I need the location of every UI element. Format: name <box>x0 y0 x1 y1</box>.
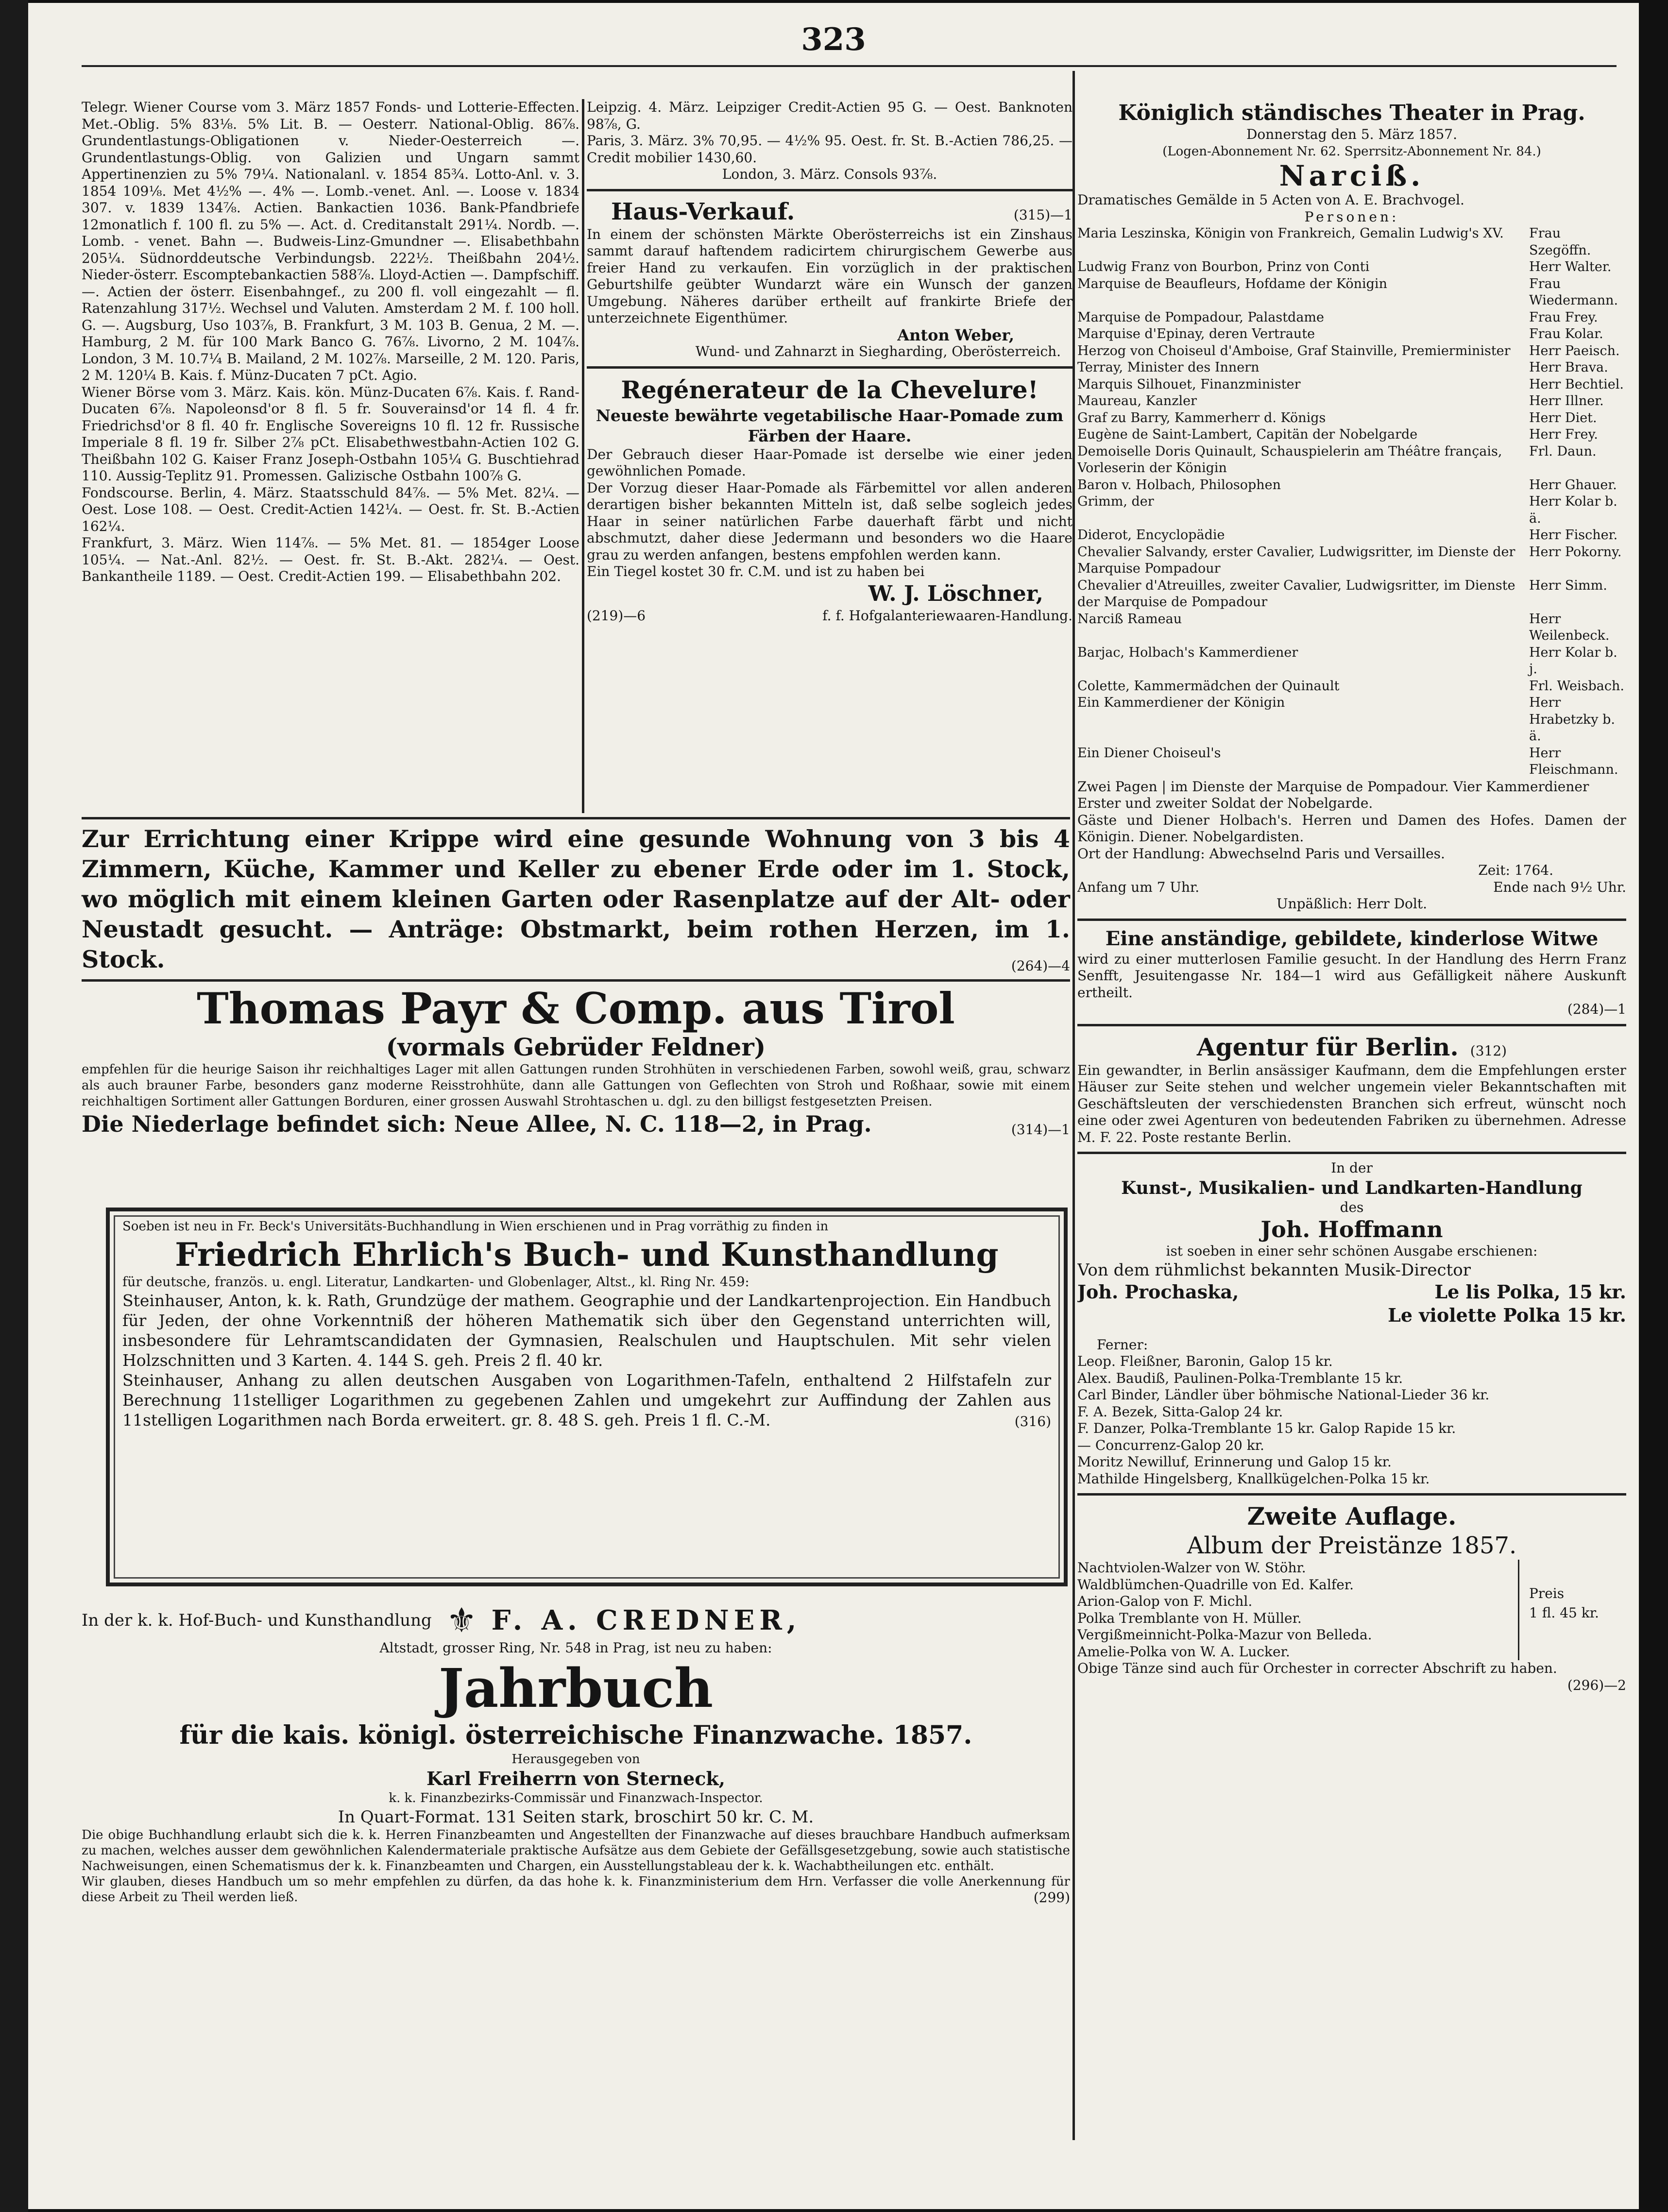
cast-actor: Herr Pokorny. <box>1529 544 1622 560</box>
cast-actor: Herr Ghauer. <box>1529 477 1617 493</box>
credner-editor: Karl Freiherrn von Sterneck, <box>426 1768 725 1789</box>
regen-ref: (219)—6 <box>587 607 646 624</box>
hoffmann-ref: (296)—2 <box>1567 1677 1626 1693</box>
cast-actor: Frau Kolar. <box>1529 326 1603 341</box>
hoffmann-inder: In der <box>1331 1160 1373 1176</box>
theater-anfang: Anfang um 7 Uhr. <box>1077 879 1200 895</box>
hoffmann-ferner: Ferner: <box>1097 1336 1148 1353</box>
dance-item: Vergißmeinnicht-Polka-Mazur von Belleda. <box>1077 1627 1372 1643</box>
cast-role: Marquise d'Epinay, deren Vertraute <box>1077 326 1315 341</box>
scan-edge <box>0 0 28 2212</box>
theater-extra-1: Zwei Pagen | im Dienste der Marquise de Pompadour. Vier Kammerdiener <box>1077 778 1589 795</box>
cast-list <box>1077 225 1626 779</box>
credner-role: k. k. Finanzbezirks-Commissär und Finanzwach-Inspector. <box>389 1791 763 1805</box>
hoffmann-item: Carl Binder, Ländler über böhmische National-Lieder 36 kr. <box>1077 1387 1490 1403</box>
krippe-text: Zur Errichtung einer Krippe wird eine gesunde Wohnung von 3 bis 4 Zimmern, Küche, Kammer und Keller zu ebener Erde oder im 1. Stock, wo möglich mit einem kleinen Garten oder Rasenplatze auf der Alt- oder Neustadt gesucht. — Anträge: Obstmarkt, beim rothen Herzen, im 1. Stock. <box>82 825 1070 973</box>
payr-niederlage: Die Niederlage befindet sich: Neue Allee, N. C. 118—2, in Prag. <box>82 1111 872 1137</box>
column-rule-1 <box>582 99 584 813</box>
hoffmann-von: Von dem rühmlichst bekannten Musik-Director <box>1077 1260 1471 1280</box>
haus-text: In einem der schönsten Märkte Oberösterreichs ist ein Zinshaus sammt darauf haftendem radicirtem chirurgischem Gewerbe aus freier Hand zu verkaufen. Ein vorzüglich in der praktischen Geburtshilfe geübter Wundarzt wäre ein Wunsch der ganzen Umgebung. Näheres darüber ertheilt auf frankirte Briefe der unterzeichnete Eigenthümer. <box>587 226 1072 326</box>
cast-role: Maria Leszinska, Königin von Frankreich, Gemalin Ludwig's XV. <box>1077 226 1504 241</box>
dance-item: Arion-Galop von F. Michl. <box>1077 1593 1253 1609</box>
credner-format: In Quart-Format. 131 Seiten stark, broschirt 50 kr. C. M. <box>338 1807 814 1827</box>
leipzig-courses: Leipzig. 4. März. Leipziger Credit-Actien 95 G. — Oest. Banknoten 98⅞, G. <box>587 99 1072 132</box>
theater-date: Donnerstag den 5. März 1857. <box>1246 126 1458 142</box>
cast-row <box>1077 326 1626 343</box>
ehrlich-subtitle: für deutsche, französ. u. engl. Literatur, Landkarten- und Globenlager, Altst., kl. Ring Nr. 459: <box>122 1274 749 1290</box>
regen-price: Ein Tiegel kostet 30 fr. C.M. und ist zu haben bei <box>587 563 925 579</box>
credner-intro: In der k. k. Hof-Buch- und Kunsthandlung <box>82 1611 432 1630</box>
haus-title: Haus-Verkauf. <box>611 198 795 225</box>
cast-row <box>1077 376 1626 393</box>
payr-ad <box>82 984 1070 1139</box>
column-right <box>1077 100 1626 2160</box>
credner-ad <box>82 1601 1070 1906</box>
krippe-ref: (264)—4 <box>1011 958 1070 974</box>
agentur-ref: (312) <box>1470 1042 1507 1059</box>
cast-actor: Herr Hrabetzky b. ä. <box>1529 695 1615 744</box>
cast-row <box>1077 578 1626 611</box>
credner-text: Die obige Buchhandlung erlaubt sich die k. k. Herren Finanzbeamten und Angestellten der Finanzwache auf dieses brauchbare Handbuch aufmerksam zu machen, welches ausser dem gewöhnlichen Kalendermateriale praktische Aufsätze aus dem Gebiete der Gefällsgesetzgebung, sowie auch statistische Nachweisungen, einen Schematismus der k. k. Finanzbeamten und Chargen, ein Ausstellungstableau der k. k. Wachabtheilungen etc. enthält. <box>82 1827 1070 1873</box>
ehrlich-ref: (316) <box>1014 1413 1051 1429</box>
haus-signature: Wund- und Zahnarzt in Siegharding, Oberösterreich. <box>695 343 1061 359</box>
cast-role: Baron v. Holbach, Philosophen <box>1077 477 1281 493</box>
regen-subtitle: Neueste bewährte vegetabilische Haar-Pomade zum Färben der Haare. <box>596 406 1064 445</box>
cast-row <box>1077 410 1626 427</box>
cast-actor: Herr Fischer. <box>1529 527 1618 543</box>
cast-role: Terray, Minister des Innern <box>1077 360 1260 375</box>
cast-actor: Frau Frey. <box>1529 309 1598 325</box>
cast-actor: Herr Frey. <box>1529 427 1598 442</box>
cast-role: Chevalier Salvandy, erster Cavalier, Ludwigsritter, im Dienste der Marquise Pompadour <box>1077 544 1515 576</box>
hoffmann-erschienen: ist soeben in einer sehr schönen Ausgabe erschienen: <box>1166 1243 1538 1259</box>
cast-role: Eugène de Saint-Lambert, Capitän der Nobelgarde <box>1077 427 1418 442</box>
credner-address: Altstadt, grosser Ring, Nr. 548 in Prag, ist neu zu haben: <box>379 1640 772 1656</box>
credner-hg: Herausgegeben von <box>511 1752 640 1767</box>
dance-list <box>1077 1560 1518 1660</box>
payr-ref: (314)—1 <box>1011 1122 1070 1138</box>
cast-row <box>1077 443 1626 477</box>
london-courses: London, 3. März. Consols 93⅞. <box>722 166 937 182</box>
cast-row <box>1077 259 1626 276</box>
ehrlich-ad-box <box>106 1208 1068 1586</box>
ehrlich-title: Friedrich Ehrlich's Buch- und Kunsthandlung <box>175 1235 999 1274</box>
cast-row <box>1077 343 1626 360</box>
cast-row <box>1077 645 1626 678</box>
cast-role: Marquis Silhouet, Finanzminister <box>1077 376 1301 392</box>
cast-row <box>1077 544 1626 578</box>
hoffmann-item: F. Danzer, Polka-Tremblante 15 kr. Galop Rapide 15 kr. <box>1077 1420 1456 1436</box>
vienna-boerse: Wiener Börse vom 3. März. Kais. kön. Münz-Ducaten 6⅞. Kais. f. Rand-Ducaten 6⅞. Napoleonsd'or 8 fl. 5 fr. Souverainsd'or 14 fl. 4 fr. Friedrichsd'or 8 fl. 40 fr. Englische Sovereigns 10 fl. 12 fr. Russische Imperiale 8 fl. 19 fr. Silber 2⅞ pCt. Elisabethwestbahn-Actien 102 G. Theißbahn 102 G. Kaiser Franz Joseph-Ostbahn 105¼ G. Buschtiehrad 110. Aussig-Teplitz 91. Promessen. Galizische Ostbahn 100⅞ G. <box>82 384 579 484</box>
paris-courses: Paris, 3. März. 3% 70,95. — 4½% 95. Oest. fr. St. B.-Actien 786,25. — Credit mobilier 1430,60. <box>587 133 1072 166</box>
regen-use: Der Gebrauch dieser Haar-Pomade ist derselbe wie einer jeden gewöhnlichen Pomade. <box>587 446 1072 479</box>
hoffmann-item: Mathilde Hingelsberg, Knallkügelchen-Polka 15 kr. <box>1077 1470 1430 1487</box>
cast-actor: Herr Weilenbeck. <box>1529 611 1610 643</box>
separator <box>1077 919 1626 921</box>
cast-role: Ein Kammerdiener der Königin <box>1077 695 1285 710</box>
cast-role: Marquise de Pompadour, Palastdame <box>1077 309 1325 325</box>
frankfurt-courses: Frankfurt, 3. März. Wien 114⅞. — 5% Met. 81. — 1854ger Loose 105¼. — Nat.-Anl. 82½. — Oest. fr. St. B.-Akt. 282¼. — Oest. Bankantheile 1189. — Oest. Credit-Actien 199. — Elisabethbahn 202. <box>82 535 579 584</box>
separator <box>1077 1493 1626 1496</box>
dance-item: Waldblümchen-Quadrille von Ed. Kalfer. <box>1077 1576 1354 1593</box>
cast-row <box>1077 426 1626 443</box>
cast-role: Ein Diener Choiseul's <box>1077 745 1221 761</box>
cast-role: Ludwig Franz von Bourbon, Prinz von Conti <box>1077 259 1370 274</box>
cast-role: Chevalier d'Atreuilles, zweiter Cavalier, Ludwigsritter, im Dienste der Marquise de Pompadour <box>1077 578 1515 610</box>
ehrlich-book-2: Steinhauser, Anhang zu allen deutschen Ausgaben von Logarithmen-Tafeln, enthaltend 2 Hilfstafeln zur Berechnung 11stelliger Logarithmen zu gegebenen Zahlen und umgekehrt zur Auffindung der Zahlen aus 11stelligen Logarithmen nach Borda erweitert. gr. 8. 48 S. geh. Preis 1 fl. C.-M. <box>122 1371 1051 1429</box>
section-rule <box>82 817 1070 819</box>
cast-row <box>1077 276 1626 309</box>
cast-actor: Herr Simm. <box>1529 578 1607 593</box>
fonds-courses: Fondscourse. Berlin, 4. März. Staatsschuld 84⅞. — 5% Met. 82¼. — Oest. Lose 108. — Oest. Credit-Actien 142¼. — Oest. fr. St. B.-Actien 162¼. <box>82 484 579 534</box>
eagle-crest-icon: ⚜ <box>446 1600 477 1640</box>
credner-name: F. A. CREDNER, <box>491 1604 801 1636</box>
dance-item: Polka Tremblante von H. Müller. <box>1077 1610 1302 1626</box>
theater-unpass: Unpäßlich: Herr Dolt. <box>1277 896 1427 912</box>
cast-actor: Herr Kolar b. j. <box>1529 645 1617 677</box>
witwe-text: wird zu einer mutterlosen Familie gesucht. In der Handlung des Herrn Franz Senfft, Jesuitengasse Nr. 184—1 wird aus Gefälligkeit nähere Auskunft ertheilt. <box>1077 951 1626 1001</box>
cast-role: Narciß Rameau <box>1077 611 1182 627</box>
cast-row <box>1077 309 1626 326</box>
haus-ref: (315)—1 <box>1013 206 1072 223</box>
cast-actor: Herr Bechtiel. <box>1529 376 1624 392</box>
cast-actor: Frl. Weisbach. <box>1529 678 1624 694</box>
theater-ort: Ort der Handlung: Abwechselnd Paris und Versailles. <box>1077 845 1445 862</box>
haus-name: Anton Weber, <box>897 325 1014 344</box>
cast-row <box>1077 695 1626 745</box>
cast-row <box>1077 359 1626 376</box>
cast-row <box>1077 611 1626 645</box>
theater-ende: Ende nach 9½ Uhr. <box>1493 879 1626 895</box>
hoffmann-album: Album der Preistänze 1857. <box>1187 1532 1517 1559</box>
regen-seller: W. J. Löschner, <box>868 581 1043 606</box>
credner-title: Jahrbuch <box>438 1656 714 1719</box>
hoffmann-items <box>1077 1353 1626 1487</box>
vienna-courses: Telegr. Wiener Course vom 3. März 1857 Fonds- und Lotterie-Effecten. Met.-Oblig. 5% 83⅛. 5% Lit. B. — Oesterr. National-Oblig. 86⅞. Grundentlastungs-Obligationen v. Nieder-Oesterreich —. Grundentlastungs-Oblig. von Galizien und Ungarn sammt Appertinenzien zu 5% 79¼. Nationalanl. v. 1854 85¾. Lotto-Anl. v. 3. 1854 109⅛. Met 4½% —. 4% —. Lomb.-venet. Anl. —. Loose v. 1834 307. v. 1839 134⅞. Actien. Bankactien 1036. Bank-Pfandbriefe 12monatlich f. 100 fl. zu 5% —. Act. d. Creditanstalt 291¼. Nordb. —. Lomb. - venet. Bahn —. Budweis-Linz-Gmundner —. Elisabethbahn 205¼. Südnorddeutsche Verbindungsb. 222½. Theißbahn 204½. Nieder-österr. Escomptebankactien 588⅞. Lloyd-Actien —. Dampfschiff. —. Actien der österr. Eisenbahngef., zu 200 fl. voll eingezahlt — fl. Ratenzahlung 317½. Wechsel und Valuten. Amsterdam 2 M. f. 100 holl. G. —. Augsburg, Uso 103⅞, B. Frankfurt, 3 M. 103 B. Genua, 2 M. —. Hamburg, 2 M. für 100 Mark Banco G. 76⅞. Livorno, 2 M. 104⅞. London, 3 M. 10.7¼ B. Mailand, 2 M. 102⅞. Marseille, 2 M. 120. Paris, 2 M. 120¼ B. Kais. f. Münz-Ducaten 7 pCt. Agio. <box>82 99 579 383</box>
dance-item: Amelie-Polka von W. A. Lucker. <box>1077 1643 1290 1660</box>
cast-row <box>1077 393 1626 410</box>
credner-ref: (299) <box>1033 1889 1070 1906</box>
hoffmann-item: Moritz Newilluf, Erinnerung und Galop 15 kr. <box>1077 1454 1392 1470</box>
separator <box>587 189 1072 191</box>
cast-actor: Herr Brava. <box>1529 360 1608 375</box>
cast-actor: Herr Fleischmann. <box>1529 745 1618 777</box>
regen-advantage: Der Vorzug dieser Haar-Pomade als Färbemittel vor allen anderen derartigen bisher bekannten Mitteln ist, daß selbe sogleich jedes Haar in seiner natürlichen Farbe dauerhaft färbt und nicht abschmutzt, daher diese Jedermann und besonders wo die Haare grau zu werden anfangen, bestens empfohlen werden kann. <box>587 479 1072 563</box>
cast-row <box>1077 477 1626 494</box>
agentur-title: Agentur für Berlin. <box>1196 1032 1459 1061</box>
hoffmann-auflage: Zweite Auflage. <box>1247 1502 1457 1531</box>
cast-role: Barjac, Holbach's Kammerdiener <box>1077 645 1298 660</box>
cast-role: Demoiselle Doris Quinault, Schauspielerin am Théâtre français, Vorleserin der Königin <box>1077 443 1502 476</box>
cast-actor: Frau Szegöffn. <box>1529 226 1591 258</box>
dance-item: Nachtviolen-Walzer von W. Stöhr. <box>1077 1560 1306 1576</box>
krippe-ad <box>82 824 1070 975</box>
cast-actor: Herr Walter. <box>1529 259 1612 274</box>
cast-role: Colette, Kammermädchen der Quinault <box>1077 678 1340 694</box>
regen-signature: f. f. Hofgalanteriewaaren-Handlung. <box>822 607 1072 624</box>
cast-role: Grimm, der <box>1077 494 1154 509</box>
credner-subtitle: für die kais. königl. österreichische Finanzwache. 1857. <box>179 1720 972 1750</box>
top-rule <box>82 65 1617 67</box>
page-number: 323 <box>801 21 866 58</box>
column-ads <box>587 99 1072 813</box>
hoffmann-obige: Obige Tänze sind auch für Orchester in correcter Abschrift zu haben. <box>1077 1660 1557 1676</box>
column-courses <box>82 99 579 813</box>
witwe-ref: (284)—1 <box>1567 1001 1626 1017</box>
cast-row <box>1077 678 1626 695</box>
cast-actor: Herr Diet. <box>1529 410 1597 425</box>
theater-title: Königlich ständisches Theater in Prag. <box>1118 101 1585 125</box>
cast-role: Herzog von Choiseul d'Amboise, Graf Stainville, Premierminister <box>1077 343 1511 358</box>
hoffmann-des: des <box>1340 1199 1364 1215</box>
ehrlich-book-1: Steinhauser, Anton, k. k. Rath, Grundzüge der mathem. Geographie und der Landkartenprojection. Ein Handbuch für Jeden, der ohne Vorkenntniß der höheren Mathematik sich über den Gegenstand unterrichten will, insbesondere für Lehramtscandidaten der Gymnasien, Realschulen und Hauptschulen. Mit sehr vielen Holzschnitten und 3 Karten. 4. 144 S. geh. Preis 2 fl. 40 kr. <box>122 1291 1051 1370</box>
witwe-title: Eine anständige, gebildete, kinderlose Witwe <box>1105 927 1599 950</box>
hoffmann-composer: Joh. Prochaska, <box>1077 1280 1239 1303</box>
cast-role: Diderot, Encyclopädie <box>1077 527 1225 543</box>
ehrlich-intro: Soeben ist neu in Fr. Beck's Universitäts-Buchhandlung in Wien erschienen und in Prag vorräthig zu finden in <box>122 1219 829 1234</box>
agentur-text: Ein gewandter, in Berlin ansässiger Kaufmann, dem die Empfehlungen erster Häuser zur Seite stehen und welcher ungemein vieler Bekanntschaften mit Geschäftsleuten der verschiedensten Branchen sich erfreut, wünscht noch eine oder zwei Agenturen von bedeutenden Fabriken zu übernehmen. Adresse M. F. 22. Poste restante Berlin. <box>1077 1062 1626 1145</box>
theater-extra-2: Erster und zweiter Soldat der Nobelgarde. <box>1077 795 1373 811</box>
separator <box>1077 1152 1626 1154</box>
theater-genre: Dramatisches Gemälde in 5 Acten von A. E. Brachvogel. <box>1077 192 1464 208</box>
cast-row <box>1077 527 1626 544</box>
cast-actor: Herr Kolar b. ä. <box>1529 494 1617 526</box>
cast-row <box>1077 493 1626 527</box>
cast-role: Graf zu Barry, Kammerherr d. Königs <box>1077 410 1326 425</box>
hoffmann-name: Joh. Hoffmann <box>1260 1216 1443 1242</box>
cast-actor: Herr Illner. <box>1529 393 1604 408</box>
hoffmann-item: — Concurrenz-Galop 20 kr. <box>1077 1437 1264 1453</box>
hoffmann-item: F. A. Bezek, Sitta-Galop 24 kr. <box>1077 1403 1283 1420</box>
payr-title: Thomas Payr & Comp. aus Tirol <box>197 983 955 1034</box>
payr-text: empfehlen für die heurige Saison ihr reichhaltiges Lager mit allen Gattungen runden Strohhüten in verschiedenen Farben, sowohl weiß, grau, schwarz als auch brauner Farbe, besonders ganz moderne Reisstrohhüte, dann alle Gattungen von Geflechten von Stroh und Roßhaar, sowie mit einem reichhaltigen Sortiment aller Gattungen Borduren, einer grossen Auswahl Strohtaschen u. dgl. zu den billigst festgesetzten Preisen. <box>82 1062 1070 1109</box>
cast-role: Marquise de Beaufleurs, Hofdame der Königin <box>1077 276 1387 291</box>
theater-abonnement: (Logen-Abonnement Nr. 62. Sperrsitz-Abonnement Nr. 84.) <box>1162 144 1541 159</box>
cast-actor: Frl. Daun. <box>1529 443 1597 459</box>
regen-title: Regénerateur de la Chevelure! <box>621 375 1038 404</box>
hoffmann-piece-1: Le lis Polka, 15 kr. <box>1434 1280 1626 1303</box>
cast-row <box>1077 225 1626 259</box>
credner-text-2: Wir glauben, dieses Handbuch um so mehr empfehlen zu dürfen, da das hohe k. k. Finanzministerium dem Hrn. Verfasser die volle Anerkennung für diese Arbeit zu Theil werden ließ. <box>82 1874 1070 1905</box>
column-rule-2 <box>1072 71 1075 2140</box>
theater-personen: Personen: <box>1304 208 1399 225</box>
theater-play: Narciß. <box>1279 159 1425 192</box>
hoffmann-item: Alex. Baudiß, Paulinen-Polka-Tremblante 15 kr. <box>1077 1370 1403 1386</box>
hoffmann-title: Kunst-, Musikalien- und Landkarten-Handlung <box>1121 1177 1583 1198</box>
section-rule <box>82 979 1070 982</box>
hoffmann-piece-2: Le violette Polka 15 kr. <box>1388 1304 1626 1326</box>
theater-extra-3: Gäste und Diener Holbach's. Herren und Damen des Hofes. Damen der Königin. Diener. Nobelgardisten. <box>1077 812 1626 845</box>
cast-role: Maureau, Kanzler <box>1077 393 1197 408</box>
hoffmann-item: Leop. Fleißner, Baronin, Galop 15 kr. <box>1077 1353 1333 1369</box>
separator <box>587 366 1072 369</box>
separator <box>1077 1024 1626 1026</box>
newspaper-page <box>28 3 1639 2209</box>
payr-subtitle: (vormals Gebrüder Feldner) <box>386 1033 766 1061</box>
dance-preis-value: 1 fl. 45 kr. <box>1529 1605 1599 1621</box>
theater-zeit: Zeit: 1764. <box>1478 862 1553 878</box>
cast-row <box>1077 745 1626 779</box>
cast-actor: Herr Paeisch. <box>1529 343 1620 358</box>
dance-preis: Preis <box>1529 1585 1565 1601</box>
cast-actor: Frau Wiedermann. <box>1529 276 1618 308</box>
